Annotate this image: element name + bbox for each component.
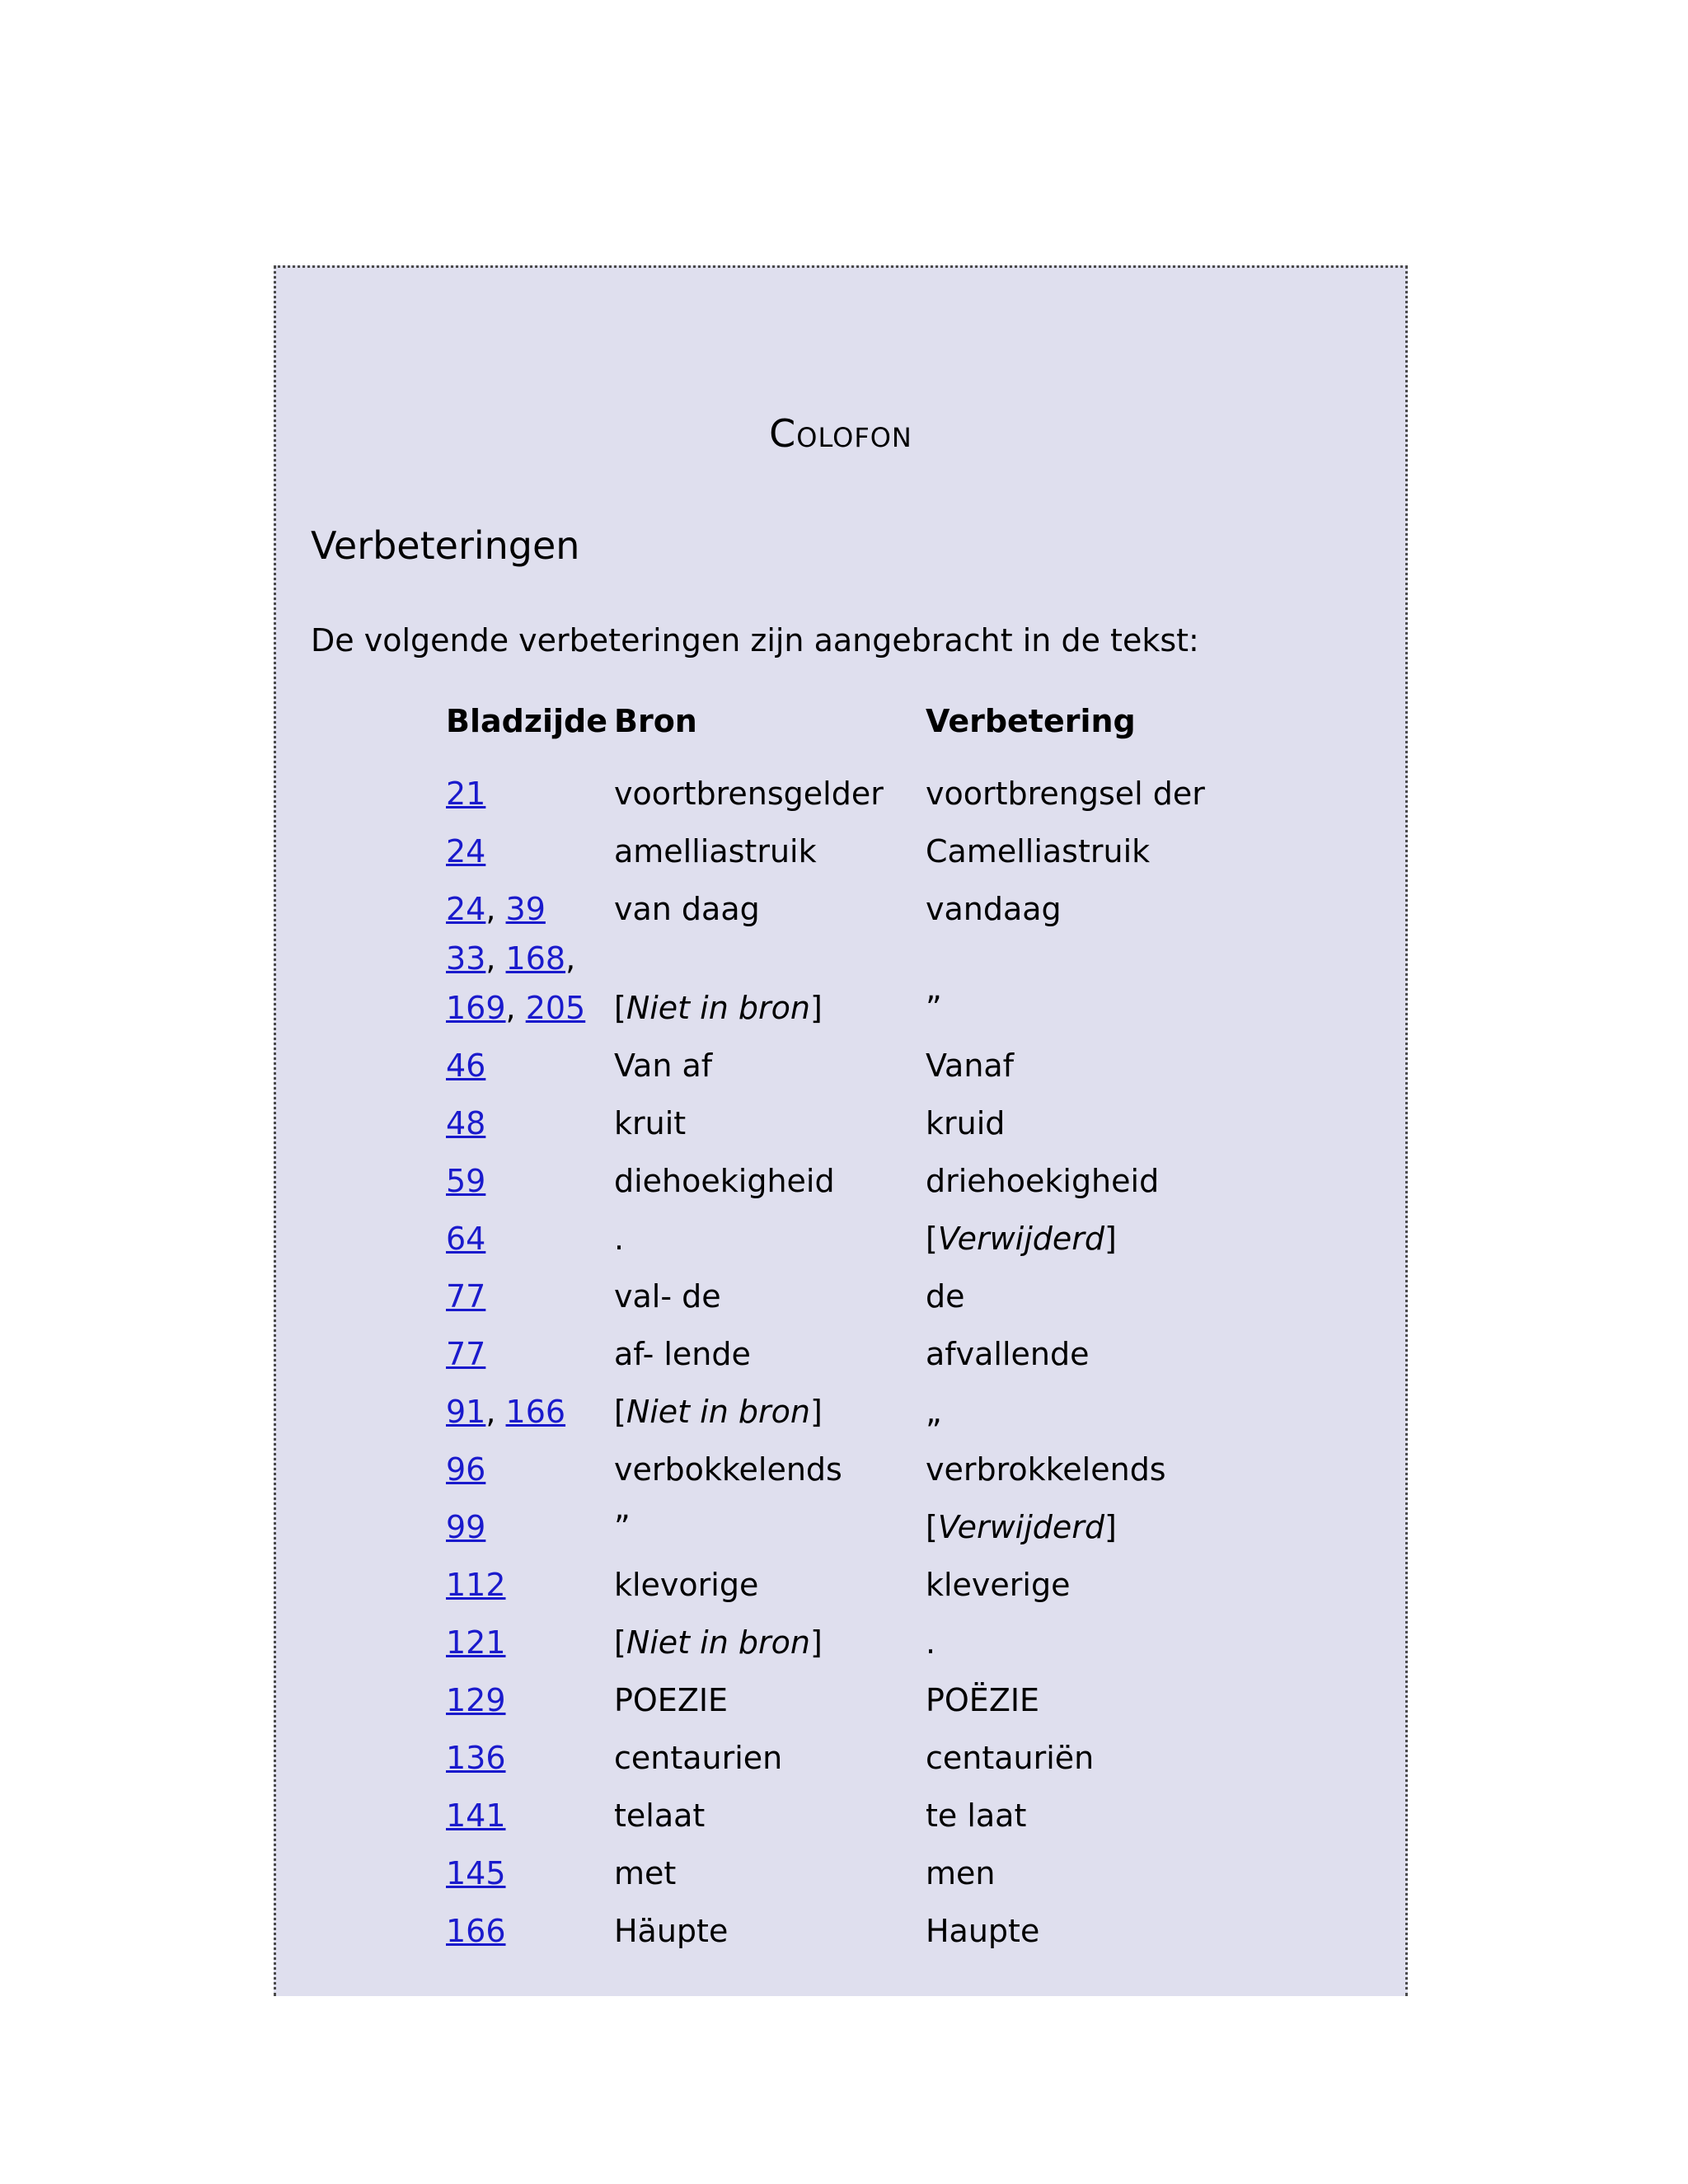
- page-ref-cell: 24, 39: [446, 891, 546, 927]
- column-header-correction: Verbetering: [925, 703, 1136, 739]
- source-cell: centaurien: [613, 1740, 783, 1776]
- table-row: [446, 1321, 1229, 1379]
- source-cell: val- de: [613, 1278, 721, 1315]
- page-link[interactable]: 141: [446, 1797, 506, 1834]
- table-row: [446, 1263, 1229, 1321]
- table-row: [446, 1033, 1229, 1090]
- page-ref-cell: 33, 168, 169, 205: [446, 940, 586, 1026]
- page-link[interactable]: 145: [446, 1855, 506, 1891]
- page-link[interactable]: 96: [446, 1451, 486, 1488]
- source-cell: .: [613, 1221, 625, 1257]
- correction-cell: Haupte: [925, 1913, 1040, 1949]
- corrections-heading: Verbeteringen: [311, 523, 580, 568]
- correction-cell: kruid: [925, 1105, 1006, 1141]
- page-ref-cell: [446, 1436, 614, 1494]
- correction-cell: te laat: [925, 1797, 1027, 1834]
- table-row: [446, 1783, 1229, 1840]
- editorial-note: Niet in bron: [626, 1394, 810, 1430]
- page-link[interactable]: 77: [446, 1336, 486, 1372]
- page-ref-cell: [446, 1552, 614, 1610]
- corrections-table: [446, 703, 1229, 1956]
- correction-cell: [Verwijderd]: [925, 1221, 1117, 1257]
- correction-cell: Vanaf: [925, 1047, 1015, 1084]
- page-ref-cell: [446, 1840, 614, 1898]
- source-cell: klevorige: [613, 1567, 759, 1603]
- source-cell: voortbrensgelder: [613, 776, 884, 812]
- source-cell: diehoekigheid: [613, 1163, 835, 1199]
- table-row: [446, 1494, 1229, 1552]
- source-cell: af- lende: [613, 1336, 751, 1372]
- colophon-box: [274, 265, 1408, 1996]
- correction-cell: kleverige: [925, 1567, 1071, 1603]
- table-row: [446, 1436, 1229, 1494]
- page-ref-cell: [446, 761, 614, 818]
- column-header-page: Bladzijde: [446, 703, 607, 739]
- table-row: [446, 1840, 1229, 1898]
- page-link[interactable]: 33: [446, 940, 486, 977]
- table-row: [446, 876, 1229, 934]
- page-ref-cell: [446, 1725, 614, 1783]
- source-cell: ”: [613, 1509, 631, 1545]
- table-row: [446, 1610, 1229, 1667]
- correction-cell: POËZIE: [925, 1682, 1040, 1718]
- page-ref-cell: [446, 1263, 614, 1321]
- source-cell: Van af: [613, 1047, 713, 1084]
- page-ref-cell: [446, 1610, 614, 1667]
- editorial-note: Niet in bron: [626, 990, 810, 1026]
- correction-cell: [Verwijderd]: [925, 1509, 1117, 1545]
- source-cell: [Niet in bron]: [613, 1394, 823, 1430]
- source-cell: verbokkelends: [613, 1451, 842, 1488]
- page-link[interactable]: 24: [446, 833, 486, 869]
- page-ref-cell: [446, 818, 614, 876]
- source-cell: [Niet in bron]: [613, 990, 823, 1026]
- table-row: [446, 1090, 1229, 1148]
- page-link[interactable]: 169: [446, 990, 506, 1026]
- table-row: [446, 1898, 1229, 1956]
- source-cell: [Niet in bron]: [613, 1624, 823, 1661]
- page-link[interactable]: 39: [505, 891, 546, 927]
- editorial-note: Verwijderd: [937, 1509, 1105, 1545]
- source-cell: met: [613, 1855, 677, 1891]
- page-link[interactable]: 59: [446, 1163, 486, 1199]
- page-ref-cell: [446, 1206, 614, 1263]
- page-link[interactable]: 21: [446, 776, 486, 812]
- corrections-body: [446, 761, 1229, 1956]
- correction-cell: verbrokkelends: [925, 1451, 1166, 1488]
- source-cell: Häupte: [613, 1913, 729, 1949]
- correction-cell: de: [925, 1278, 965, 1315]
- editorial-note: Niet in bron: [626, 1624, 810, 1661]
- page-ref-cell: [446, 1148, 614, 1206]
- page-link[interactable]: 112: [446, 1567, 506, 1603]
- page-link[interactable]: 166: [446, 1913, 506, 1949]
- page-link[interactable]: 129: [446, 1682, 506, 1718]
- correction-cell: „: [925, 1394, 942, 1430]
- correction-cell: vandaag: [925, 891, 1062, 927]
- colophon-title: Colofon: [769, 411, 912, 456]
- table-row: [446, 1148, 1229, 1206]
- correction-cell: ”: [925, 990, 942, 1026]
- page-link[interactable]: 46: [446, 1047, 486, 1084]
- correction-cell: afvallende: [925, 1336, 1090, 1372]
- correction-cell: Camelliastruik: [925, 833, 1151, 869]
- page-link[interactable]: 121: [446, 1624, 506, 1661]
- table-row: [446, 1206, 1229, 1263]
- source-cell: POEZIE: [613, 1682, 729, 1718]
- editorial-note: Verwijderd: [937, 1221, 1105, 1257]
- page-ref-cell: [446, 1667, 614, 1725]
- source-cell: kruit: [613, 1105, 687, 1141]
- corrections-header-row: [446, 703, 1229, 761]
- table-row: [446, 1667, 1229, 1725]
- table-row: [446, 818, 1229, 876]
- corrections-intro: De volgende verbeteringen zijn aangebracht in de tekst:: [311, 622, 1199, 658]
- page-link[interactable]: 24: [446, 891, 486, 927]
- correction-cell: men: [925, 1855, 996, 1891]
- correction-cell: voortbrengsel der: [925, 776, 1205, 812]
- page-link[interactable]: 77: [446, 1278, 486, 1315]
- page-ref-cell: [446, 1898, 614, 1956]
- page-ref-cell: [446, 1494, 614, 1552]
- table-row: [446, 934, 1229, 1033]
- table-row: [446, 1379, 1229, 1436]
- page-link[interactable]: 168: [505, 940, 566, 977]
- correction-cell: centauriën: [925, 1740, 1095, 1776]
- table-row: [446, 1725, 1229, 1783]
- page-link[interactable]: 136: [446, 1740, 506, 1776]
- correction-cell: driehoekigheid: [925, 1163, 1160, 1199]
- page-ref-cell: [446, 1033, 614, 1090]
- page-ref-cell: [446, 1321, 614, 1379]
- source-cell: amelliastruik: [613, 833, 817, 869]
- page-link[interactable]: 48: [446, 1105, 486, 1141]
- page-ref-cell: [446, 1090, 614, 1148]
- correction-cell: .: [925, 1624, 936, 1661]
- source-cell: van daag: [613, 891, 760, 927]
- page-ref-cell: 91, 166: [446, 1394, 566, 1430]
- page-ref-cell: [446, 1783, 614, 1840]
- page-link[interactable]: 205: [525, 990, 586, 1026]
- page-link[interactable]: 166: [505, 1394, 566, 1430]
- table-row: [446, 1552, 1229, 1610]
- page-link[interactable]: 91: [446, 1394, 486, 1430]
- page-link[interactable]: 64: [446, 1221, 486, 1257]
- column-header-source: Bron: [613, 703, 697, 739]
- page-link[interactable]: 99: [446, 1509, 486, 1545]
- source-cell: telaat: [613, 1797, 706, 1834]
- table-row: [446, 761, 1229, 818]
